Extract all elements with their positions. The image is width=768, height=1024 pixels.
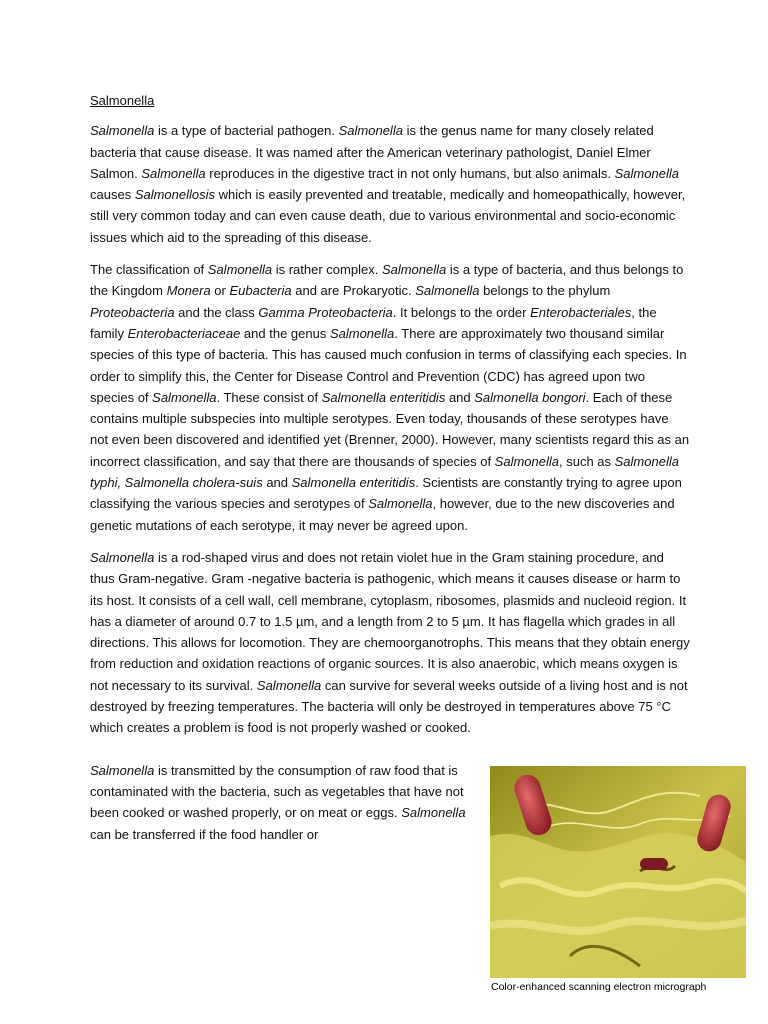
- italic-term: Salmonella: [152, 389, 217, 405]
- italic-term: Salmonella: [256, 677, 322, 693]
- text-run: and: [445, 389, 475, 405]
- italic-term: Eubacteria: [229, 283, 292, 299]
- italic-term: Salmonella typhi, Salmonella cholera-suis: [90, 453, 679, 491]
- italic-term: Salmonella enteritidis: [291, 475, 416, 491]
- text-run: is a type of bacteria, and thus belongs to the Kingdom: [90, 262, 684, 299]
- italic-term: Salmonella: [401, 805, 466, 821]
- paragraph-transmission: [90, 760, 474, 845]
- italic-term: Salmonella: [494, 453, 559, 469]
- document-title: Salmonella: [90, 93, 155, 108]
- italic-term: Salmonella: [368, 496, 433, 512]
- text-run: . It belongs to the order: [392, 304, 531, 320]
- text-run: , the family: [90, 304, 657, 341]
- text-run: causes: [90, 187, 135, 203]
- italic-term: Salmonellosis: [134, 187, 216, 203]
- text-run: , such as: [559, 453, 615, 469]
- paragraph-intro: [90, 120, 690, 248]
- italic-term: Enterobacteriales: [530, 304, 632, 320]
- micrograph-image: [490, 766, 746, 978]
- text-run: is a type of bacterial pathogen.: [154, 123, 339, 139]
- paragraph-classification: [90, 259, 690, 536]
- text-run: is rather complex.: [272, 262, 382, 278]
- text-run: or: [210, 283, 230, 299]
- italic-term: Salmonella: [90, 549, 155, 565]
- text-run: belongs to the phylum: [479, 283, 611, 299]
- text-run: . Scientists are constantly trying to agree upon classifying the various species and serotypes of: [90, 475, 682, 512]
- text-run: reproduces in the digestive tract in not only humans, but also animals.: [205, 165, 615, 181]
- text-run: and are Prokaryotic.: [291, 283, 416, 299]
- italic-term: Enterobacteriaceae: [127, 325, 241, 341]
- text-run: is transmitted by the consumption of raw food that is contaminated with the bacteria, such as vegetables that have not been cooked or washed properly, or on meat or eggs.: [90, 762, 464, 821]
- text-run: , however, due to the new discoveries and genetic mutations of each serotype, it may never be agreed upon.: [90, 496, 675, 533]
- text-run: . There are approximately two thousand similar species of this type of bacteria. This has caused much confusion in terms of classifying each species. In order to simplify this, the Center for Disease Control and Prevention (CDC) has agreed upon two species of: [90, 325, 687, 405]
- text-run: can be transferred if the food handler or: [90, 826, 319, 842]
- text-run: and: [262, 475, 292, 491]
- figure-caption: Color-enhanced scanning electron micrograph: [491, 981, 707, 993]
- italic-term: Salmonella: [207, 262, 273, 278]
- text-run: is a rod-shaped virus and does not retain violet hue in the Gram staining procedure, and thus Gram-negative. Gram -negative bacteria is pathogenic, which means it causes disease or harm to its host. It consists of a cell wall, cell membrane, cytoplasm, ribosomes, plasmids and nucleoid region. It has a diameter of around 0.7 to 1.5 µm, and a length from 2 to 5 µm. It has flagella which grades in all directions. This allows for locomotion. They are chemoorganotrophs. This means that they obtain energy from reduction and oxidation reactions of organic sources. It is also anaerobic, which means oxygen is not necessary to its survival.: [90, 549, 690, 693]
- paragraph-structure: [90, 547, 690, 739]
- italic-term: Salmonella: [329, 325, 395, 341]
- italic-term: Salmonella: [90, 762, 155, 778]
- text-run: . These consist of: [216, 389, 322, 405]
- italic-term: Salmonella: [381, 262, 447, 278]
- document-body: [90, 90, 690, 856]
- italic-term: Salmonella: [90, 123, 155, 139]
- text-run: The classification of: [90, 262, 208, 278]
- italic-term: Monera: [166, 283, 211, 299]
- italic-term: Proteobacteria: [90, 304, 175, 320]
- italic-term: Salmonella: [415, 283, 480, 299]
- text-run: is the genus name for many closely related bacteria that cause disease. It was named after the American veterinary pathologist, Daniel Elmer Salmon.: [90, 123, 654, 181]
- text-run: can survive for several weeks outside of a living host and is not destroyed by freezing temperatures. The bacteria will only be destroyed in temperatures above 75 °C which creates a problem is food is not properly washed or cooked.: [90, 677, 688, 736]
- italic-term: Salmonella bongori: [474, 389, 586, 405]
- text-run: and the class: [174, 304, 259, 320]
- italic-term: Salmonella: [141, 165, 206, 181]
- italic-term: Salmonella: [614, 165, 679, 181]
- italic-term: Gamma Proteobacteria: [258, 304, 393, 320]
- italic-term: Salmonella: [338, 123, 403, 139]
- text-run: and the genus: [240, 325, 330, 341]
- italic-term: Salmonella enteritidis: [321, 389, 446, 405]
- text-run: which is easily prevented and treatable, medically and homeopathically, however, still very common today and can even cause death, due to various environmental and socio-economic issues which aid to the spreading of this disease.: [90, 187, 686, 245]
- text-run: . Each of these contains multiple subspecies into multiple serotypes. Even today, thousands of these serotypes have not even been discovered and identified yet (Brenner, 2000). However, many scientists regard this as an incorrect classification, and say that there are thousands of species of: [90, 389, 690, 469]
